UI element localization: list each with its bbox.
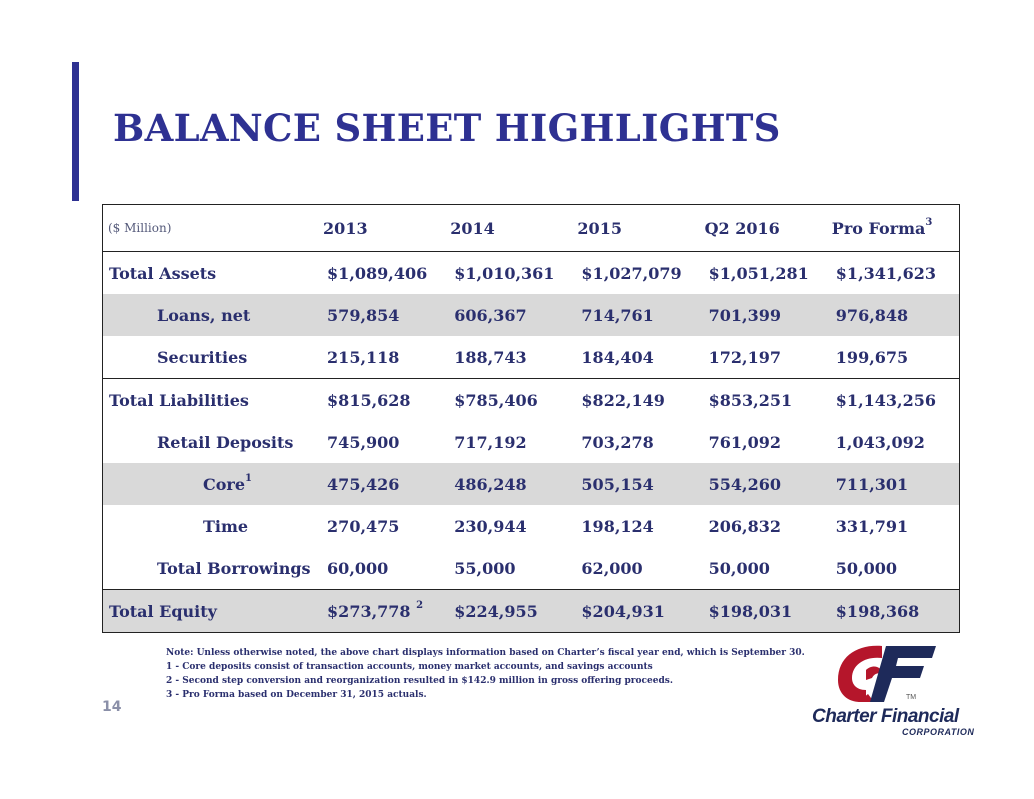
table-cell: 270,475 (327, 516, 400, 536)
table-cell: $224,955 (450, 590, 577, 633)
table-cell: 505,154 (577, 463, 704, 505)
table-cell: 188,743 (454, 347, 527, 367)
table-cell: $785,406 (450, 379, 577, 422)
row-label: Total Borrowings (157, 558, 311, 578)
table-row-loans-net (103, 294, 959, 336)
row-label: Total Assets (109, 263, 217, 283)
table-cell: 184,404 (581, 347, 654, 367)
table-cell: 198,124 (581, 516, 654, 536)
table-cell: $815,628 (323, 379, 450, 422)
trademark: TM (906, 694, 917, 701)
footnote-marker: 3 (925, 217, 933, 229)
footnote-marker: 1 (245, 473, 252, 485)
note-line: 2 - Second step conversion and reorganization resulted in $142.9 million in gross offering proceeds. (166, 676, 673, 686)
table-cell: $198,368 (832, 590, 959, 633)
page-title: BALANCE SHEET HIGHLIGHTS (113, 106, 781, 150)
table-cell: 761,092 (708, 432, 781, 452)
column-header: 2013 (323, 218, 368, 238)
table-cell: 50,000 (835, 558, 898, 578)
table-cell: 215,118 (327, 347, 400, 367)
table-cell: $198,031 (705, 590, 832, 633)
row-label: Time (203, 516, 249, 536)
table-cell: 62,000 (581, 558, 643, 578)
row-label: Total Equity (103, 590, 323, 633)
title-accent-bar (72, 62, 79, 201)
row-label: Core$^1$ (103, 463, 323, 505)
table-cell: 486,248 (450, 463, 577, 505)
row-label: Retail Deposits (157, 432, 294, 452)
table-row-total-borrowings (103, 547, 959, 590)
column-header: 2014 (450, 218, 495, 238)
table-row-securities (103, 336, 959, 379)
table-row-retail-deposits (103, 421, 959, 463)
table-cell: 554,260 (705, 463, 832, 505)
table-cell: 1,043,092 (835, 432, 925, 452)
table-cell: 230,944 (454, 516, 527, 536)
balance-sheet-table (102, 204, 960, 633)
table-cell: $1,051,281 (708, 263, 809, 283)
table-cell: 579,854 (323, 294, 450, 336)
table-cell: 55,000 (454, 558, 516, 578)
table-row-total-liabilities (103, 379, 959, 422)
table-cell: 199,675 (835, 347, 909, 367)
table-cell: 172,197 (708, 347, 781, 367)
table-row-time (103, 505, 959, 547)
column-header: 2015 (577, 218, 622, 238)
table-cell: 60,000 (327, 558, 389, 578)
column-header: Q2 2016 (704, 218, 780, 238)
logo-subtitle: CORPORATION (902, 727, 975, 737)
table-row-total-assets (103, 252, 959, 295)
table-cell: $822,149 (577, 379, 704, 422)
table-cell: 206,832 (708, 516, 781, 536)
table-cell: 331,791 (835, 516, 909, 536)
table-row-core (103, 463, 959, 505)
column-header-pro-forma: Pro Forma$^3$ (831, 217, 933, 238)
table-cell: 745,900 (327, 432, 400, 452)
table-cell: 606,367 (450, 294, 577, 336)
table-cell: 475,426 (323, 463, 450, 505)
table-cell: $1,010,361 (454, 263, 555, 283)
row-label: Total Liabilities (103, 379, 323, 422)
table-cell: $853,251 (705, 379, 832, 422)
footnotes (166, 646, 805, 702)
row-label: Loans, net (103, 294, 323, 336)
table-cell: $273,778 $^2$ (323, 590, 450, 633)
table-cell: 714,761 (577, 294, 704, 336)
footnote-marker: 2 (416, 600, 424, 612)
table-row-total-equity (103, 590, 959, 633)
table-cell: 717,192 (454, 432, 527, 452)
page-number: 14 (102, 699, 122, 715)
table-cell: 701,399 (705, 294, 832, 336)
unit-label: ($ Million) (108, 221, 172, 235)
table-cell: $1,089,406 (327, 263, 428, 283)
table-header-row (103, 205, 959, 252)
table-cell: 703,278 (581, 432, 654, 452)
logo-wordmark: Charter Financial (812, 706, 959, 727)
table-cell: $204,931 (577, 590, 704, 633)
table-cell: 976,848 (832, 294, 959, 336)
note-line: Note: Unless otherwise noted, the above chart displays information based on Charter’s fiscal year end, which is September 30. (166, 648, 805, 658)
row-label: Securities (157, 347, 248, 367)
table-cell: 50,000 (708, 558, 770, 578)
note-line: 3 - Pro Forma based on December 31, 2015 actuals. (166, 690, 427, 700)
table-cell: $1,027,079 (581, 263, 682, 283)
table-cell: $1,341,623 (835, 263, 936, 283)
note-line: 1 - Core deposits consist of transaction accounts, money market accounts, and savings accounts (166, 662, 653, 672)
table-cell: $1,143,256 (832, 379, 959, 422)
table-cell: 711,301 (832, 463, 959, 505)
